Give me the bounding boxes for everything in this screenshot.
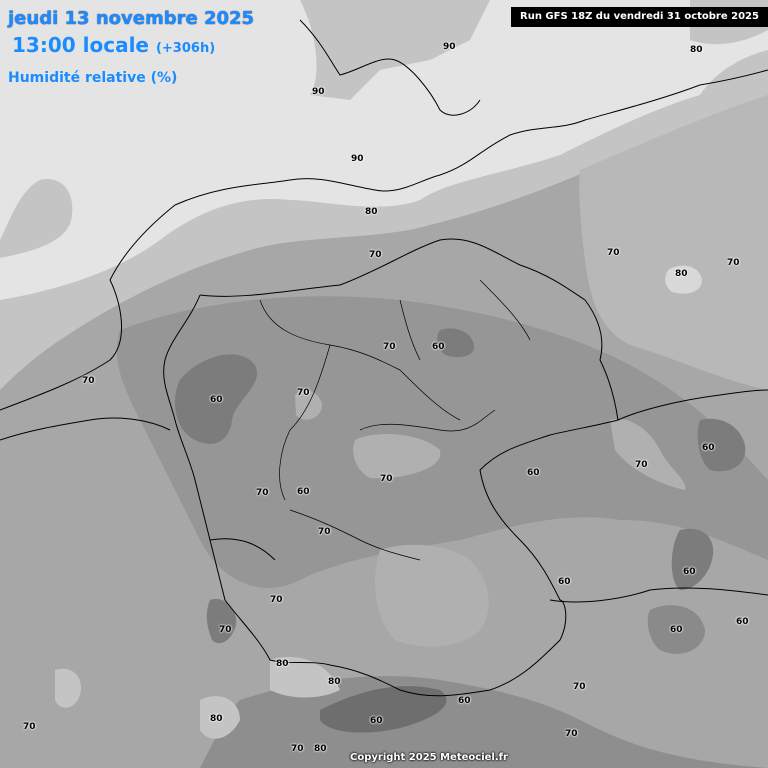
run-info-box: Run GFS 18Z du vendredi 31 octobre 2025: [511, 7, 768, 27]
contour-label: 60: [558, 577, 571, 587]
contour-label: 80: [210, 714, 223, 724]
contour-label: 60: [458, 696, 471, 706]
contour-label: 80: [276, 659, 289, 669]
forecast-local-time: 13:00 locale: [12, 33, 149, 57]
contour-label: 70: [573, 682, 586, 692]
contour-label: 80: [314, 744, 327, 754]
contour-label: 60: [683, 567, 696, 577]
contour-label: 70: [256, 488, 269, 498]
contour-label: 70: [727, 258, 740, 268]
contour-label: 60: [432, 342, 445, 352]
forecast-date: jeudi 13 novembre 2025: [8, 8, 255, 29]
contour-label: 80: [328, 677, 341, 687]
contour-label: 70: [380, 474, 393, 484]
contour-label: 70: [607, 248, 620, 258]
contour-label: 70: [565, 729, 578, 739]
contour-label: 60: [702, 443, 715, 453]
contour-label: 60: [670, 625, 683, 635]
contour-label: 80: [675, 269, 688, 279]
contour-label: 80: [365, 207, 378, 217]
contour-label: 90: [443, 42, 456, 52]
contour-label: 70: [635, 460, 648, 470]
contour-label: 70: [383, 342, 396, 352]
contour-label: 70: [369, 250, 382, 260]
contour-label: 70: [270, 595, 283, 605]
contour-label: 60: [297, 487, 310, 497]
contour-label: 60: [370, 716, 383, 726]
contour-label: 70: [318, 527, 331, 537]
contour-label: 60: [527, 468, 540, 478]
contour-label: 70: [82, 376, 95, 386]
contour-label: 60: [736, 617, 749, 627]
parameter-label: Humidité relative (%): [8, 70, 178, 86]
contour-label: 80: [690, 45, 703, 55]
contour-label: 70: [23, 722, 36, 732]
contour-label: 70: [297, 388, 310, 398]
contour-label: 60: [210, 395, 223, 405]
contour-label: 90: [351, 154, 364, 164]
contour-label: 70: [291, 744, 304, 754]
contour-label: 70: [219, 625, 232, 635]
forecast-time: [12, 33, 215, 57]
copyright-notice: Copyright 2025 Meteociel.fr: [350, 752, 508, 763]
contour-label: 90: [312, 87, 325, 97]
forecast-lead-time: (+306h): [155, 41, 216, 56]
